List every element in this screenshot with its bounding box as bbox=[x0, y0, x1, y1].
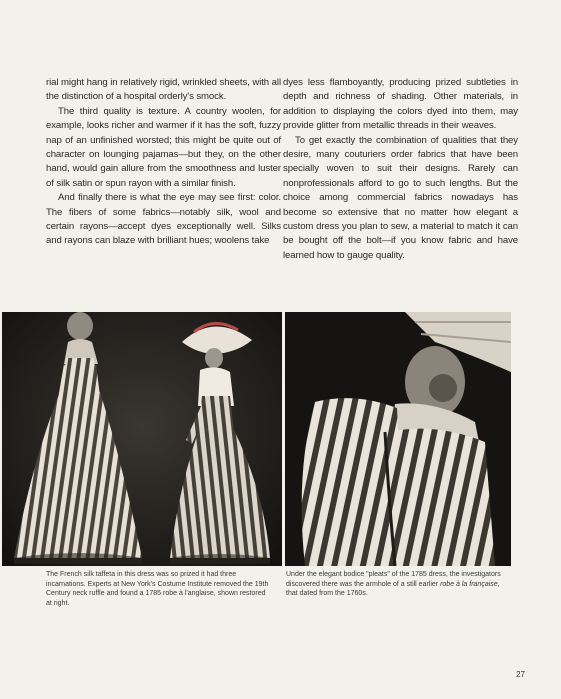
paragraph: rial might hang in relatively rigid, wrinkled sheets, with all the distinction of a hospital orderly's smock. bbox=[46, 77, 281, 103]
photo-caption-right bbox=[286, 570, 511, 599]
bodice-closeup-photo bbox=[285, 312, 511, 566]
paragraph: The third quality is texture. A country woolen, for example, looks richer and warmer if it has the soft, fuzzy nap of an unfinished worsted; this might be quite out of character on lounging pajamas—but they, on the other hand, would gain allure from the smoothness and luster of silk satin or spun rayon with a similar finish. bbox=[46, 105, 281, 189]
page-number: 27 bbox=[516, 670, 525, 679]
dress-photo-two-views bbox=[2, 312, 282, 566]
text-column-right bbox=[283, 76, 518, 263]
paragraph: dyes less flamboyantly, producing prized subtleties in depth and richness of shading. Other materials, in addition to displaying the colors dyed into them, may provide glitter from metallic threads in their weaves. bbox=[283, 77, 518, 132]
caption-italic-term: robe à la française bbox=[440, 580, 498, 588]
dress-illustration bbox=[2, 312, 282, 566]
caption-text: , that dated from the 1760s. bbox=[286, 580, 500, 597]
paragraph: And finally there is what the eye may see first: color. The fibers of some fabrics—notably silk, wool and certain rayons—accept dyes exceptionally well. Silks and rayons can blaze with brilliant hues; woolens take bbox=[46, 192, 281, 247]
paragraph: To get exactly the combination of qualities that they desire, many couturiers order fabrics that have been specially woven to suit their designs. Rarely can nonprofessionals afford to go to such lengths. But the choice among commercial fabrics nowadays has become so extensive that no matter how elegant a custom dress you plan to sew, a material to match it can be bought off the bolt—if you know fabric and have learned how to gauge quality. bbox=[283, 134, 518, 261]
text-column-left bbox=[46, 76, 281, 249]
caption-text: Under the elegant bodice "pleats" of the 1785 dress, the investigators discovered there was the armhole of a still earlier bbox=[286, 571, 501, 588]
bodice-illustration bbox=[285, 312, 511, 566]
photo-caption-left: The French silk taffeta in this dress was so prized it had three incarnations. Experts at New York's Costume Institute removed the 19th Century neck ruffle and found a 1785 robe à l'anglaise, shown restored at right. bbox=[46, 571, 269, 607]
